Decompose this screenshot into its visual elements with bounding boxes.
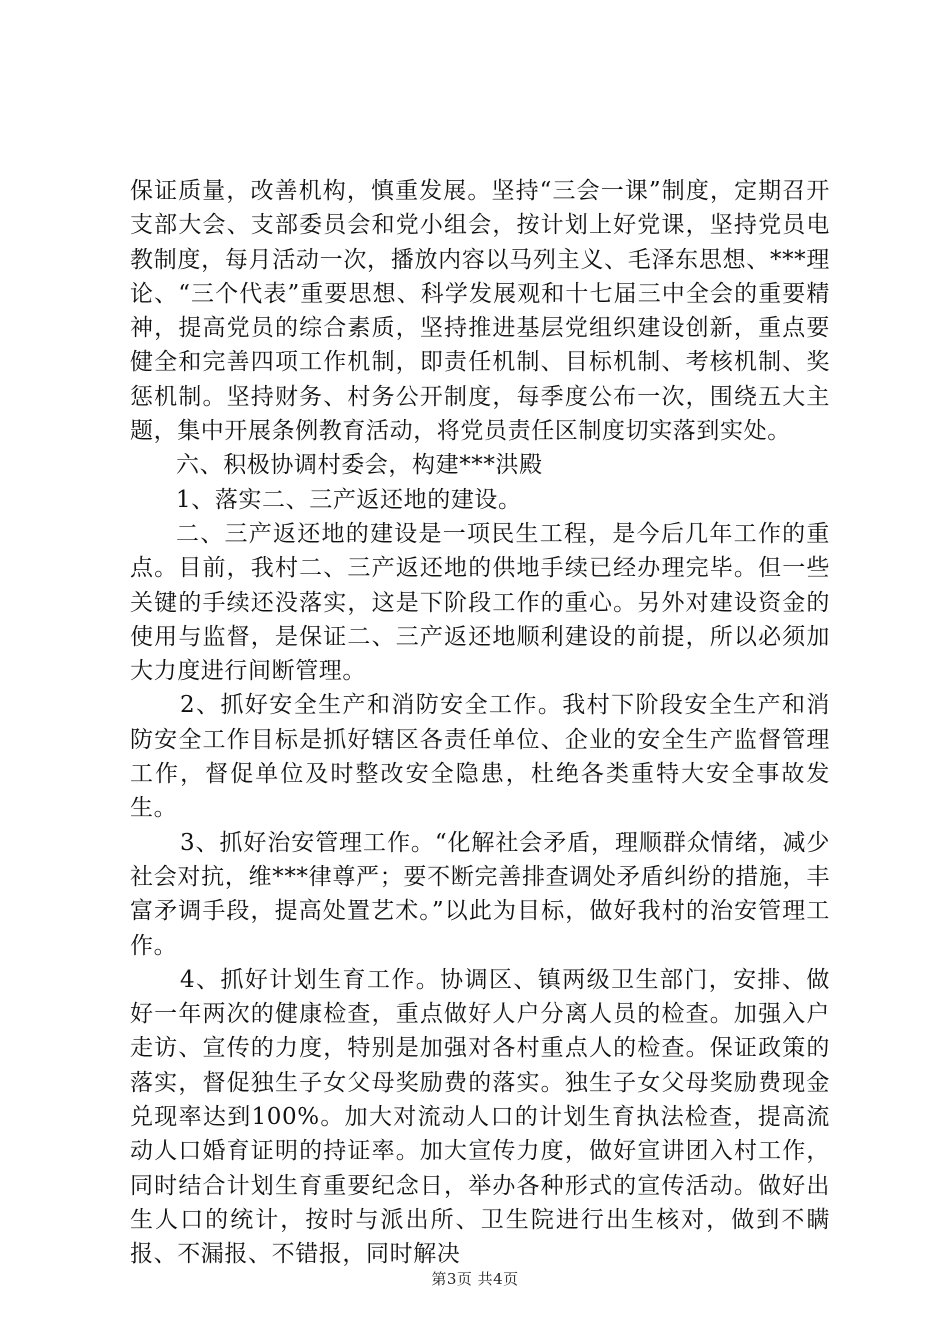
paragraph-safety-production: 2、抓好安全生产和消防安全工作。我村下阶段安全生产和消防安全工作目标是抓好辖区各责任单位、企业的安全生产监督管理工作，督促单位及时整改安全隐患，杜绝各类重特大安全事故发生。	[130, 692, 830, 822]
page-number-footer: 第3页 共4页	[431, 1270, 519, 1288]
document-body	[130, 174, 830, 1272]
paragraph-party-building: 保证质量，改善机构，慎重发展。坚持“三会一课”制度，定期召开支部大会、支部委员会和党小组会，按计划上好党课，坚持党员电教制度，每月活动一次，播放内容以马列主义、毛泽东思想、***理论、“三个代表”重要思想、科学发展观和十七届三中全会的重要精神，提高党员的综合素质，坚持推进基层党组织建设创新，重点要健全和完善四项工作机制，即责任机制、目标机制、考核机制、奖惩机制。坚持财务、村务公开制度，每季度公布一次，围绕五大主题，集中开展条例教育活动，将党员责任区制度切实落到实处。	[130, 178, 830, 445]
section-heading-six: 六、积极协调村委会，构建***洪殿	[176, 452, 543, 479]
item-heading-one: 1、落实二、三产返还地的建设。	[176, 486, 522, 513]
paragraph-land-construction: 二、三产返还地的建设是一项民生工程，是今后几年工作的重点。目前，我村二、三产返还地的供地手续已经办理完毕。但一些关键的手续还没落实，这是下阶段工作的重心。另外对建设资金的使用与监督，是保证二、三产返还地顺利建设的前提，所以必须加大力度进行间断管理。	[130, 520, 830, 685]
paragraph-public-security: 3、抓好治安管理工作。“化解社会矛盾，理顺群众情绪，减少社会对抗，维***律尊严；要不断完善排查调处矛盾纠纷的措施，丰富矛调手段，提高处置艺术。”以此为目标，做好我村的治安管理工作。	[130, 829, 830, 959]
paragraph-family-planning: 4、抓好计划生育工作。协调区、镇两级卫生部门，安排、做好一年两次的健康检查，重点做好人户分离人员的检查。加强入户走访、宣传的力度，特别是加强对各村重点人的检查。保证政策的落实，督促独生子女父母奖励费的落实。独生子女父母奖励费现金兑现率达到100%。加大对流动人口的计划生育执法检查，提高流动人口婚育证明的持证率。加大宣传力度，做好宣讲团入村工作，同时结合计划生育重要纪念日，举办各种形式的宣传活动。做好出生人口的统计，按时与派出所、卫生院进行出生核对，做到不瞒报、不漏报、不错报，同时解决	[130, 966, 830, 1268]
